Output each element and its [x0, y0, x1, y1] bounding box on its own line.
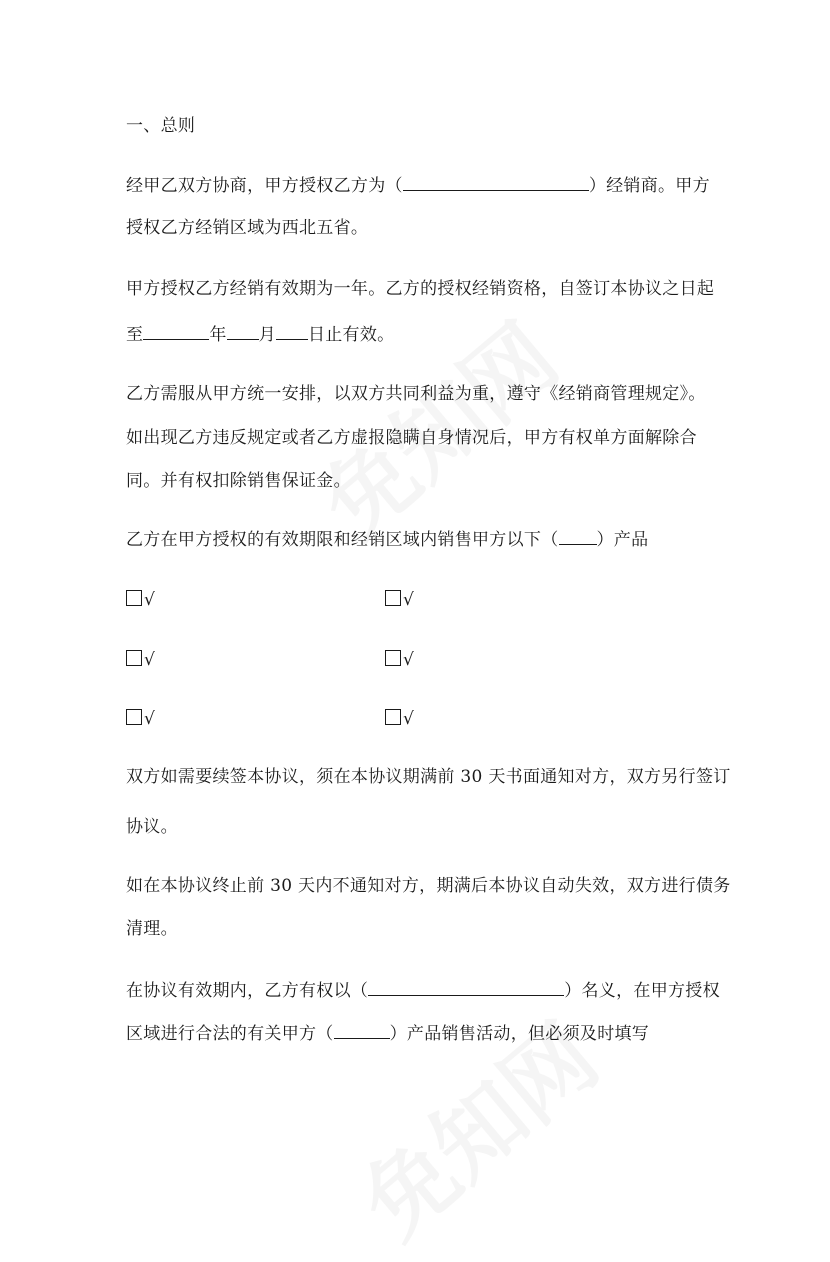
paragraph-line: [126, 321, 394, 347]
paragraph-line: 甲方授权乙方经销有效期为一年。乙方的授权经销资格，自签订本协议之日起: [126, 279, 715, 299]
text: 在协议有效期内，乙方有权以（: [126, 981, 369, 1001]
paragraph-line: 双方如需要续签本协议，须在本协议期满前 30 天书面通知对方，双方另行签订: [126, 767, 731, 787]
checkbox-box[interactable]: [385, 709, 401, 725]
month-blank[interactable]: [227, 321, 259, 340]
checkbox-box[interactable]: [385, 650, 401, 666]
product-checkbox[interactable]: [385, 707, 414, 731]
paragraph-line: 乙方需服从甲方统一安排，以双方共同利益为重，遵守《经销商管理规定》。: [126, 384, 706, 404]
paragraph-line: [126, 1020, 649, 1046]
text: ）产品销售活动，但必须及时填写: [389, 1024, 650, 1044]
paragraph-line: 同。并有权扣除销售保证金。: [126, 471, 351, 491]
text: 月: [258, 325, 276, 345]
paragraph-line: 如出现乙方违反规定或者乙方虚报隐瞒自身情况后，甲方有权单方面解除合: [126, 428, 697, 448]
section-title: 一、总则: [126, 116, 196, 136]
checkbox-box[interactable]: [126, 650, 142, 666]
checkbox-box[interactable]: [126, 590, 142, 606]
checkmark: √: [144, 709, 155, 729]
checkmark: √: [403, 650, 414, 670]
text: 至: [126, 325, 144, 345]
product-checkbox[interactable]: [126, 707, 155, 731]
paragraph-line: [126, 977, 720, 1003]
text: 经甲乙双方协商，甲方授权乙方为（: [126, 176, 403, 196]
checkmark: √: [403, 590, 414, 610]
day-blank[interactable]: [276, 321, 308, 340]
checkbox-box[interactable]: [385, 590, 401, 606]
text: ）产品: [596, 530, 649, 550]
text: 区域进行合法的有关甲方（: [126, 1024, 334, 1044]
product-checkbox[interactable]: [385, 648, 414, 672]
product-checkbox[interactable]: [385, 588, 414, 612]
paragraph-line: [126, 172, 710, 198]
fill-blank[interactable]: [368, 977, 564, 996]
fill-blank[interactable]: [559, 526, 597, 545]
product-checkbox[interactable]: [126, 588, 155, 612]
fill-blank[interactable]: [334, 1020, 390, 1039]
text: ）经销商。甲方: [588, 176, 710, 196]
text: 乙方在甲方授权的有效期限和经销区域内销售甲方以下（: [126, 530, 559, 550]
paragraph-line: 授权乙方经销区域为西北五省。: [126, 218, 369, 238]
paragraph-line: 协议。: [126, 817, 178, 837]
paragraph-line: 清理。: [126, 919, 178, 939]
checkmark: √: [403, 709, 414, 729]
checkbox-box[interactable]: [126, 709, 142, 725]
product-checkbox[interactable]: [126, 648, 155, 672]
checkmark: √: [144, 590, 155, 610]
checkmark: √: [144, 650, 155, 670]
paragraph-line: [126, 526, 648, 552]
paragraph-line: 如在本协议终止前 30 天内不通知对方，期满后本协议自动失效，双方进行债务: [126, 876, 731, 896]
year-blank[interactable]: [143, 321, 209, 340]
fill-blank[interactable]: [403, 172, 589, 191]
text: ）名义，在甲方授权: [564, 981, 720, 1001]
text: 日止有效。: [307, 325, 395, 345]
text: 年: [209, 325, 227, 345]
